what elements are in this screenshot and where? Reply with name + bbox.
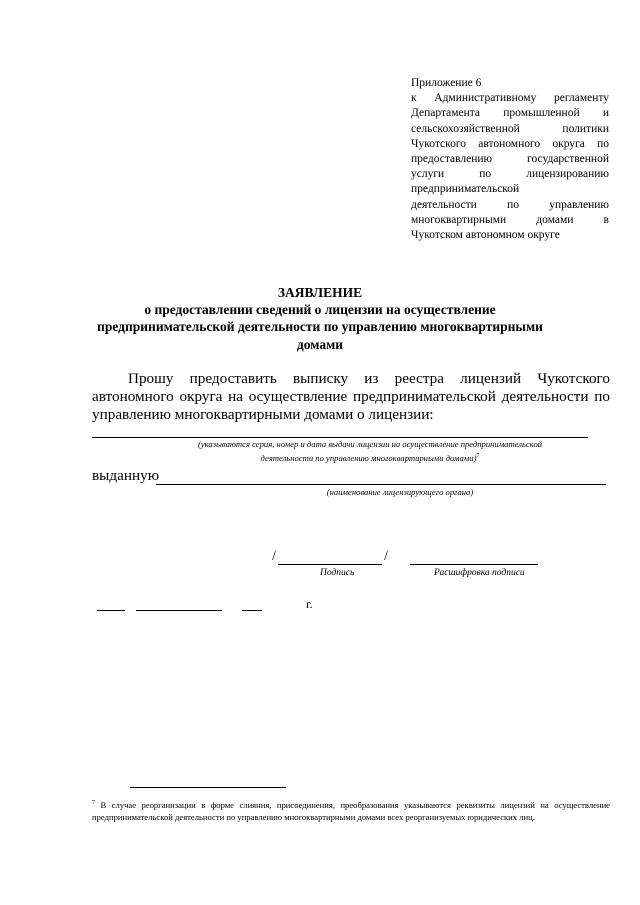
year-suffix: г.: [306, 597, 313, 611]
hint-line: (указываются серия, номер и дата выдачи лицензии на осуществление предпринимательской: [197, 439, 543, 449]
issuer-name-hint: (наименование лицензирующего органа): [326, 487, 474, 497]
issuer-name-field[interactable]: [156, 484, 606, 485]
title-line: предпринимательской деятельности по управлению многоквартирными: [97, 319, 543, 335]
issued-label: выданную: [92, 467, 160, 484]
appendix-line: предпринимательской: [411, 183, 520, 196]
document-title: [90, 284, 550, 353]
signature-slash: /: [384, 549, 388, 564]
footnote-text: В случае реорганизации в форме слияния, присоединения, преобразования указываются реквизиты лицензий на осуществление предпринимательской деятельности по управлению многоквартирными домами всех реорганизуемых юридических лиц.: [92, 799, 610, 823]
title-line: домами: [296, 336, 344, 352]
signature-field[interactable]: [278, 564, 382, 565]
signature-slash: /: [272, 549, 276, 564]
signature-decoding-field[interactable]: [410, 564, 538, 565]
appendix-line: Приложение 6: [411, 77, 482, 89]
license-details-field[interactable]: [92, 437, 588, 438]
appendix-line: предоставлению государственной: [411, 153, 609, 166]
hint-line-text: деятельности по управлению многоквартирными домами): [260, 452, 477, 463]
appendix-line: услуги по лицензированию: [411, 168, 609, 181]
appendix-line: Чукотском автономном округе: [411, 229, 560, 242]
title-heading: ЗАЯВЛЕНИЕ: [277, 285, 363, 300]
license-details-hint: [120, 439, 620, 464]
footnote-mark: 7: [476, 452, 480, 459]
appendix-line: сельскохозяйственной политики: [411, 122, 609, 135]
request-paragraph: Прошу предоставить выписку из реестра лицензий Чукотского автономного округа на осуществление предпринимательской деятельности по управлению многоквартирными домами о лицензии:: [92, 370, 610, 423]
footnote-separator: [130, 787, 286, 788]
appendix-line: Департамента промышленной и: [411, 107, 609, 120]
appendix-line: к Административному регламенту: [411, 92, 609, 105]
date-month-field[interactable]: [136, 610, 222, 611]
date-day-field[interactable]: [97, 610, 125, 611]
appendix-block: [411, 76, 609, 243]
signature-label: Подпись: [320, 568, 355, 578]
appendix-line: деятельности по управлению: [411, 198, 609, 211]
footnote-mark: 7: [92, 800, 95, 806]
title-line: о предоставлении сведений о лицензии на осуществление: [144, 302, 496, 318]
hint-line: [120, 451, 620, 464]
signature-decoding-label: Расшифровка подписи: [434, 568, 525, 578]
appendix-line: Чукотского автономного округа по: [411, 137, 609, 150]
appendix-line: многоквартирными домами в: [411, 213, 609, 226]
date-year-field[interactable]: [242, 610, 262, 611]
footnote: [92, 797, 610, 824]
